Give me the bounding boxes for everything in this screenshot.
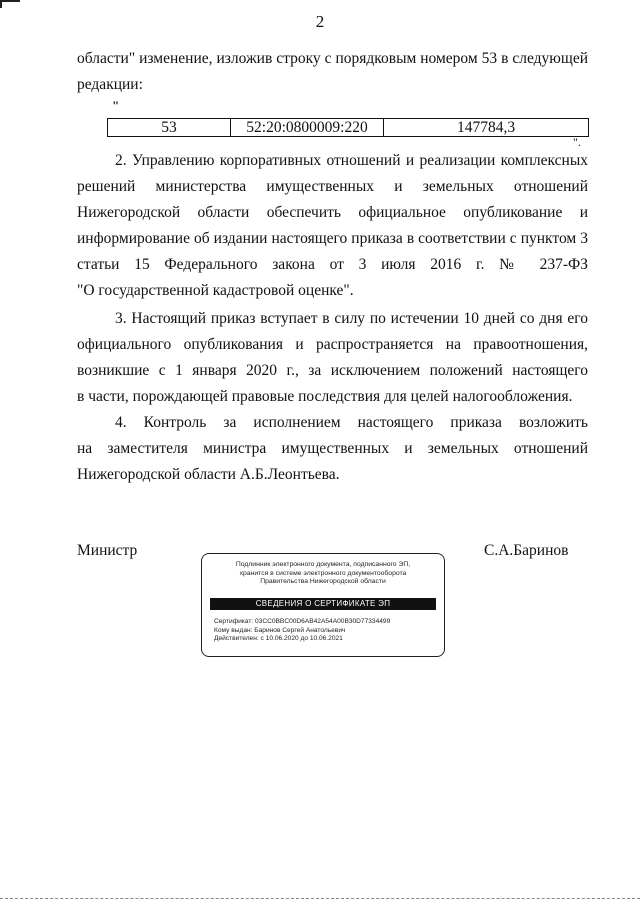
scan-edge-line — [0, 898, 640, 899]
opening-quote: " — [112, 98, 120, 113]
stamp-header-line: Правительства Нижегородской области — [260, 578, 386, 586]
table-cell-number: 53 — [108, 119, 231, 137]
stamp-header-line: Подлинник электронного документа, подписанного ЭП, — [235, 561, 411, 568]
paragraph-line: в части, порождающей правовые последствия для целей налогообложения. — [77, 388, 573, 405]
paragraph-line: возникшие с 1 января 2020 г., за исключением положений настоящего — [77, 362, 588, 379]
signer-position: Министр — [77, 542, 138, 559]
stamp-banner: СВЕДЕНИЯ О СЕРТИФИКАТЕ ЭП — [210, 598, 436, 610]
electronic-signature-stamp — [201, 553, 445, 657]
closing-quote: ". — [573, 135, 581, 149]
paragraph-2 — [77, 148, 588, 304]
table-cell-value: 147784,3 — [384, 119, 589, 137]
paragraph-line: "О государственной кадастровой оценке". — [77, 282, 354, 299]
paragraph-line: 3. Настоящий приказ вступает в силу по истечении 10 дней со дня его — [115, 310, 588, 327]
stamp-details — [214, 618, 390, 644]
certificate-validity: Действителен: с 10.06.2020 до 10.06.2021 — [214, 635, 343, 643]
paragraph-line: решений министерства имущественных и земельных отношений — [77, 178, 588, 195]
page-number: 2 — [315, 12, 325, 31]
table-row — [108, 119, 589, 137]
certificate-number: Сертификат: 03CC0BBC00D6AB42A54A00B30D77334499 — [214, 618, 391, 625]
intro-line-1: области" изменение, изложив строку с порядковым номером 53 в следующей — [77, 50, 588, 67]
scan-corner-mark — [0, 0, 20, 8]
paragraph-line: 4. Контроль за исполнением настоящего приказа возложить — [115, 414, 588, 431]
paragraph-line: Нижегородской области А.Б.Леонтьева. — [77, 466, 340, 483]
intro-paragraph — [77, 46, 588, 98]
signer-name: С.А.Баринов — [484, 542, 569, 559]
certificate-owner: Кому выдан: Баринов Сергей Анатольевич — [214, 626, 346, 634]
paragraph-3 — [77, 306, 588, 410]
paragraph-line: статьи 15 Федерального закона от 3 июля 2016 г. № 237-ФЗ — [77, 256, 588, 273]
paragraph-line: 2. Управлению корпоративных отношений и реализации комплексных — [115, 152, 588, 169]
intro-line-2: редакции: — [77, 76, 143, 93]
paragraph-4 — [77, 410, 588, 488]
table-cell-cadastral: 52:20:0800009:220 — [231, 119, 384, 137]
amendment-table — [107, 118, 589, 137]
paragraph-line: на заместителя министра имущественных и земельных отношений — [77, 440, 588, 457]
stamp-header — [202, 561, 444, 587]
paragraph-line: информирование об издании настоящего приказа в соответствии с пунктом 3 — [77, 230, 588, 247]
paragraph-line: официального опубликования и распространяется на правоотношения, — [77, 336, 588, 353]
stamp-header-line: хранится в системе электронного документооборота — [239, 569, 407, 577]
paragraph-line: Нижегородской области обеспечить официальное опубликование и — [77, 204, 588, 221]
